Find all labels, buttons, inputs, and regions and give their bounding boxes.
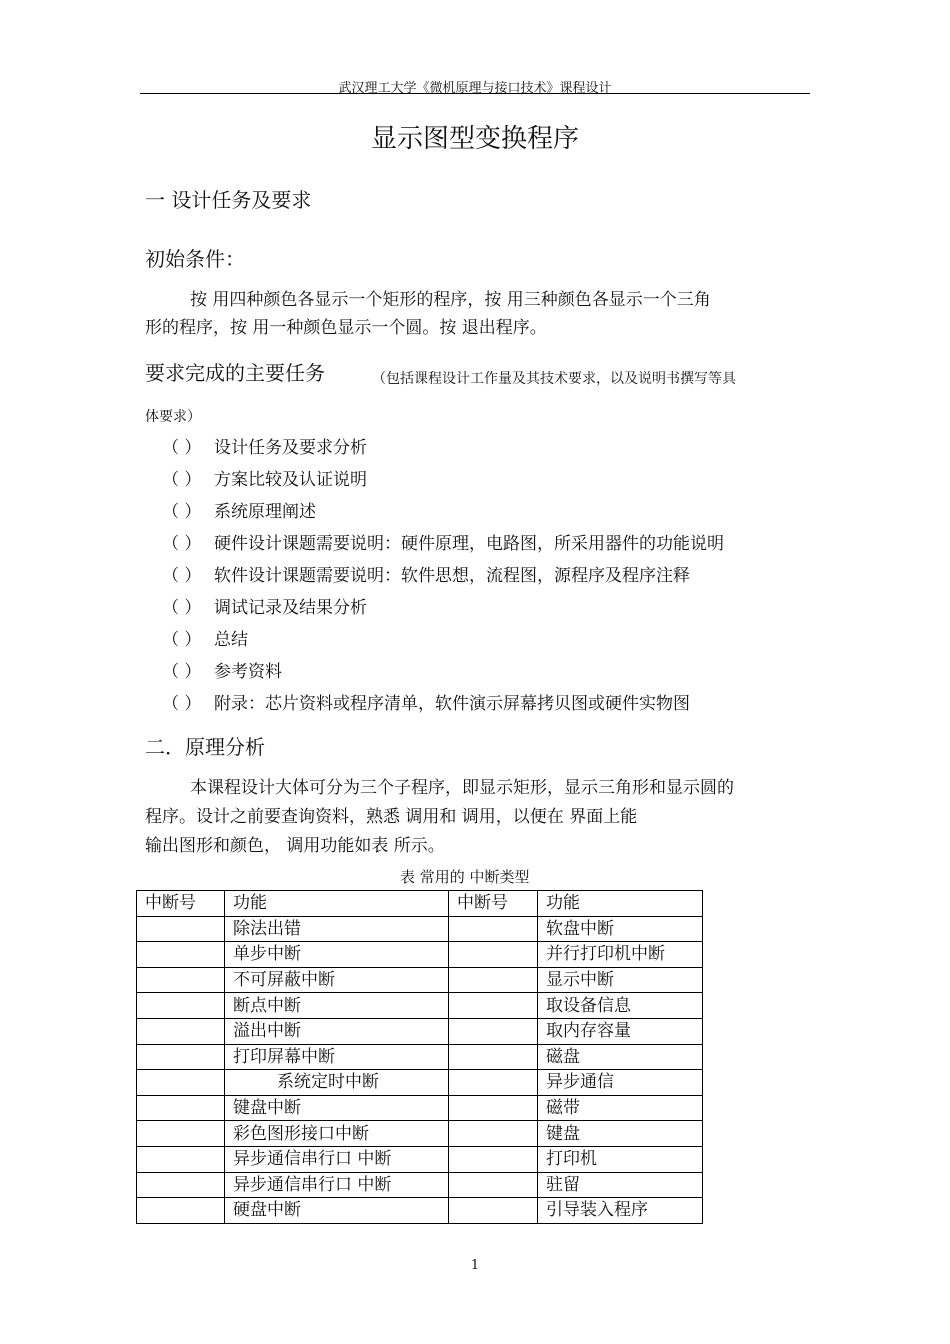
table-row bbox=[137, 1121, 703, 1147]
table-cell: 磁带 bbox=[538, 1095, 703, 1121]
list-item bbox=[162, 432, 724, 464]
list-item-mark: （ ） bbox=[162, 566, 202, 586]
table-cell bbox=[449, 942, 538, 968]
table-cell bbox=[137, 993, 225, 1019]
table-cell: 打印机 bbox=[538, 1146, 703, 1172]
table-cell bbox=[137, 916, 225, 942]
table-cell: 驻留 bbox=[538, 1172, 703, 1198]
list-item-text: 设计任务及要求分析 bbox=[214, 438, 367, 458]
table-cell bbox=[449, 967, 538, 993]
list-item-text: 调试记录及结果分析 bbox=[214, 598, 367, 618]
list-item bbox=[162, 688, 724, 720]
table-cell bbox=[449, 1070, 538, 1096]
list-item bbox=[162, 656, 724, 688]
analysis-line-1: 本课程设计大体可分为三个子程序，即显示矩形，显示三角形和显示圆的 bbox=[190, 778, 734, 798]
header-rule bbox=[140, 93, 810, 94]
header-cell: 功能 bbox=[538, 891, 703, 917]
list-item-mark: （ ） bbox=[162, 662, 202, 682]
table-cell bbox=[137, 1018, 225, 1044]
table-row bbox=[137, 942, 703, 968]
list-item-mark: （ ） bbox=[162, 534, 202, 554]
table-cell: 异步通信 bbox=[538, 1070, 703, 1096]
table-row bbox=[137, 1198, 703, 1224]
header-cell: 中断号 bbox=[137, 891, 225, 917]
initial-conditions-heading: 初始条件： bbox=[145, 247, 245, 271]
list-item-text: 系统原理阐述 bbox=[214, 502, 316, 522]
table-cell bbox=[137, 942, 225, 968]
table-row bbox=[137, 967, 703, 993]
table-cell: 系统定时中断 bbox=[225, 1070, 449, 1096]
table-header-row bbox=[137, 891, 703, 917]
table-cell: 软盘中断 bbox=[538, 916, 703, 942]
table-caption: 表 常用的 中断类型 bbox=[400, 868, 530, 886]
table-cell bbox=[137, 1095, 225, 1121]
table-cell: 并行打印机中断 bbox=[538, 942, 703, 968]
table-cell bbox=[449, 1172, 538, 1198]
table-row bbox=[137, 1044, 703, 1070]
list-item-mark: （ ） bbox=[162, 502, 202, 522]
table-cell: 彩色图形接口中断 bbox=[225, 1121, 449, 1147]
header-cell: 中断号 bbox=[449, 891, 538, 917]
list-item-mark: （ ） bbox=[162, 438, 202, 458]
table-cell bbox=[137, 1121, 225, 1147]
list-item bbox=[162, 592, 724, 624]
main-tasks-heading: 要求完成的主要任务 bbox=[145, 361, 325, 385]
table-cell bbox=[137, 1172, 225, 1198]
table-cell: 打印屏幕中断 bbox=[225, 1044, 449, 1070]
list-item-text: 总结 bbox=[214, 630, 248, 650]
section-1-heading: 一 设计任务及要求 bbox=[145, 188, 312, 212]
table-row bbox=[137, 1146, 703, 1172]
table-cell: 取设备信息 bbox=[538, 993, 703, 1019]
table-cell: 溢出中断 bbox=[225, 1018, 449, 1044]
table-row bbox=[137, 1018, 703, 1044]
table-cell bbox=[137, 1044, 225, 1070]
table-cell: 异步通信串行口 中断 bbox=[225, 1146, 449, 1172]
task-list bbox=[162, 432, 724, 720]
table-row bbox=[137, 916, 703, 942]
list-item bbox=[162, 496, 724, 528]
list-item-mark: （ ） bbox=[162, 470, 202, 490]
list-item-text: 软件设计课题需要说明：软件思想，流程图，源程序及程序注释 bbox=[214, 566, 690, 586]
table-cell bbox=[137, 1070, 225, 1096]
list-item-text: 硬件设计课题需要说明：硬件原理，电路图，所采用器件的功能说明 bbox=[214, 534, 724, 554]
document-title: 显示图型变换程序 bbox=[370, 124, 579, 154]
table-cell: 硬盘中断 bbox=[225, 1198, 449, 1224]
table-cell bbox=[137, 967, 225, 993]
table-cell: 不可屏蔽中断 bbox=[225, 967, 449, 993]
table-cell: 断点中断 bbox=[225, 993, 449, 1019]
list-item-mark: （ ） bbox=[162, 598, 202, 618]
interrupt-table bbox=[136, 890, 703, 1224]
list-item bbox=[162, 624, 724, 656]
list-item bbox=[162, 528, 724, 560]
list-item-mark: （ ） bbox=[162, 630, 202, 650]
list-item bbox=[162, 560, 724, 592]
table-cell bbox=[449, 1044, 538, 1070]
main-tasks-note: （包括课程设计工作量及其技术要求，以及说明书撰写等具 bbox=[372, 371, 736, 387]
table-cell bbox=[137, 1198, 225, 1224]
list-item-mark: （ ） bbox=[162, 694, 202, 714]
table-row bbox=[137, 993, 703, 1019]
table-cell: 显示中断 bbox=[538, 967, 703, 993]
table-row bbox=[137, 1095, 703, 1121]
list-item-text: 方案比较及认证说明 bbox=[214, 470, 367, 490]
table-cell: 异步通信串行口 中断 bbox=[225, 1172, 449, 1198]
table-row bbox=[137, 1070, 703, 1096]
section-2-heading: 二．原理分析 bbox=[145, 735, 265, 759]
table-cell: 磁盘 bbox=[538, 1044, 703, 1070]
table-cell: 键盘中断 bbox=[225, 1095, 449, 1121]
list-item-text: 附录：芯片资料或程序清单，软件演示屏幕拷贝图或硬件实物图 bbox=[214, 694, 690, 714]
initial-conditions-line-1: 按 用四种颜色各显示一个矩形的程序，按 用三种颜色各显示一个三角 bbox=[190, 290, 711, 310]
analysis-line-3: 输出图形和颜色， 调用功能如表 所示。 bbox=[145, 836, 445, 856]
table-cell bbox=[449, 1146, 538, 1172]
table-cell: 引导装入程序 bbox=[538, 1198, 703, 1224]
table-cell bbox=[449, 1095, 538, 1121]
table-cell: 除法出错 bbox=[225, 916, 449, 942]
page-number: 1 bbox=[470, 1258, 480, 1273]
page-header: 武汉理工大学《微机原理与接口技术》课程设计 bbox=[338, 81, 612, 96]
table-cell bbox=[449, 1198, 538, 1224]
main-tasks-note-cont: 体要求） bbox=[145, 409, 201, 425]
table-cell bbox=[449, 1018, 538, 1044]
list-item bbox=[162, 464, 724, 496]
table-cell bbox=[449, 993, 538, 1019]
initial-conditions-line-2: 形的程序，按 用一种颜色显示一个圆。按 退出程序。 bbox=[145, 318, 547, 338]
table-cell bbox=[449, 916, 538, 942]
table-row bbox=[137, 1172, 703, 1198]
analysis-line-2: 程序。设计之前要查询资料，熟悉 调用和 调用，以便在 界面上能 bbox=[145, 807, 638, 827]
table-cell: 键盘 bbox=[538, 1121, 703, 1147]
table-cell: 取内存容量 bbox=[538, 1018, 703, 1044]
table-cell bbox=[137, 1146, 225, 1172]
header-cell: 功能 bbox=[225, 891, 449, 917]
table-cell: 单步中断 bbox=[225, 942, 449, 968]
table-cell bbox=[449, 1121, 538, 1147]
list-item-text: 参考资料 bbox=[214, 662, 282, 682]
